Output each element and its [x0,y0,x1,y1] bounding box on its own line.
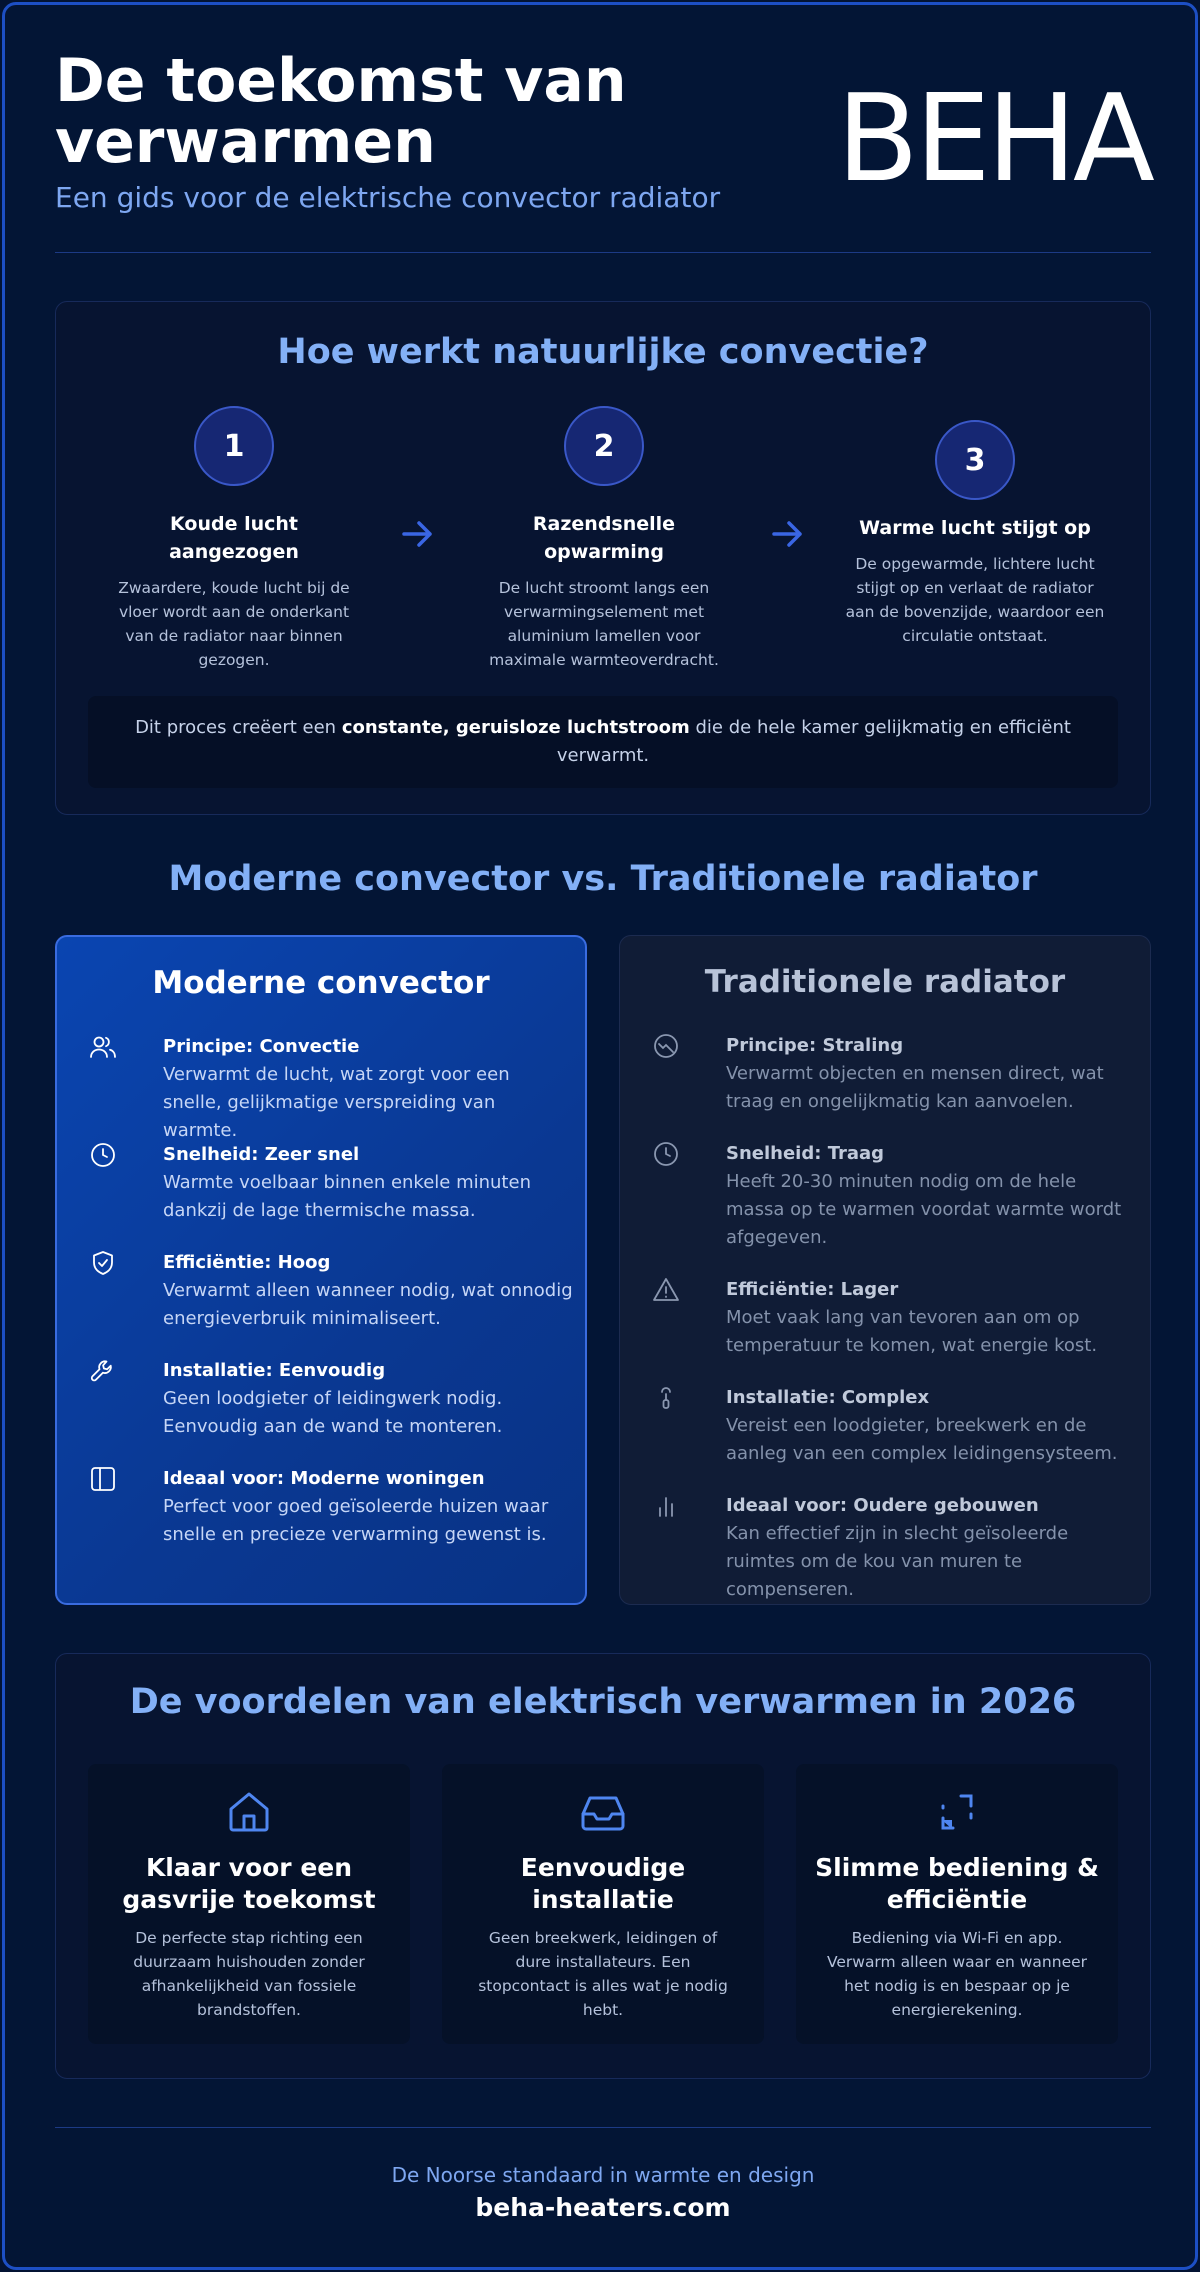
item-text: Perfect voor goed geïsoleerde huizen waar snelle en precieze verwarming gewenst is. [163,1496,549,1545]
convection-card [55,301,1151,815]
item-text: Warmte voelbaar binnen enkele minuten dankzij de lage thermische massa. [163,1172,531,1221]
item-label: Principe: Convectie [163,1036,360,1057]
home-icon [225,1788,273,1836]
item-label: Efficiëntie: Hoog [163,1252,331,1273]
item-label: Efficiëntie: Lager [726,1279,899,1300]
benefit-text: Geen breekwerk, leidingen of dure installateurs. Een stopcontact is alles wat je nodig hebt. [478,1929,728,2019]
gauge-icon [652,1032,680,1060]
note-text: die de hele kamer gelijkmatig en efficiënt verwarmt. [556,717,1071,766]
item-text: Vereist een loodgieter, breekwerk en de aanleg van een complex leidingensysteem. [726,1415,1118,1464]
arrow-right-icon [768,514,808,554]
page-frame [2,2,1198,2270]
note-highlight: constante, geruisloze luchtstroom [341,717,690,738]
arrow-right-icon [398,514,438,554]
step-number-badge: 2 [564,406,644,486]
step-number-badge: 3 [935,420,1015,500]
modern-convector-card [55,935,587,1605]
panel-icon [89,1465,117,1493]
smart-control-icon [933,1788,981,1836]
brand-logo[interactable]: BEHA [836,70,1151,209]
benefit-gas-free [88,1764,410,2044]
page-title: De toekomst van verwarmen [55,46,627,177]
item-text: Verwarmt objecten en mensen direct, wat traag en ongelijkmatig kan aanvoelen. [726,1063,1104,1112]
step-title: Warme lucht stijgt op [859,517,1091,539]
pipe-icon [652,1384,680,1412]
step-title: Koude lucht aangezogen [169,513,299,563]
step-text: Zwaardere, koude lucht bij de vloer wordt aan de onderkant van de radiator naar binnen gezogen. [118,579,350,669]
traditional-radiator-card [619,935,1151,1605]
item-label: Snelheid: Traag [726,1143,885,1164]
benefits-card [55,1653,1151,2079]
item-text: Moet vaak lang van tevoren aan om op temperatuur te komen, wat energie kost. [726,1307,1098,1356]
step-3 [844,420,1106,648]
content [55,5,1151,2222]
step-1 [106,406,362,672]
wrench-icon [89,1357,117,1385]
benefit-title: Slimme bediening & efficiëntie [815,1853,1099,1914]
clock-icon [652,1140,680,1168]
warning-icon [652,1276,680,1304]
footer-divider [55,2127,1151,2128]
item-label: Installatie: Eenvoudig [163,1360,386,1381]
footer-website-link[interactable]: beha-heaters.com [475,2193,731,2222]
step-2 [474,406,734,672]
benefit-title: Klaar voor een gasvrije toekomst [122,1853,376,1914]
benefit-title: Eenvoudige installatie [520,1853,686,1914]
benefit-text: De perfecte stap richting een duurzaam huishouden zonder afhankelijkheid van fossiele brandstoffen. [133,1929,365,2019]
inbox-icon [579,1788,627,1836]
footer-tagline: De Noorse standaard in warmte en design [391,2163,815,2187]
clock-icon [89,1141,117,1169]
modern-card-title: Moderne convector [152,965,490,1001]
step-text: De lucht stroomt langs een verwarmingselement met aluminium lamellen voor maximale warmteoverdracht. [489,579,719,669]
convection-note [88,696,1118,788]
convection-title: Hoe werkt natuurlijke convectie? [277,332,929,372]
shield-check-icon [89,1249,117,1277]
item-text: Verwarmt alleen wanneer nodig, wat onnodig energieverbruik minimaliseert. [163,1280,573,1329]
comparison-title: Moderne convector vs. Traditionele radiator [168,859,1038,899]
item-text: Heeft 20-30 minuten nodig om de hele massa op te warmen voordat warmte wordt afgegeven. [726,1171,1122,1248]
note-text: Dit proces creëert een [135,717,342,738]
bar-chart-icon [652,1492,680,1520]
item-label: Principe: Straling [726,1035,904,1056]
step-text: De opgewarmde, lichtere lucht stijgt op en verlaat de radiator aan de bovenzijde, waardoor een circulatie ontstaat. [845,555,1105,645]
traditional-card-title: Traditionele radiator [704,964,1066,1000]
step-number-badge: 1 [194,406,274,486]
users-icon [89,1033,117,1061]
item-label: Snelheid: Zeer snel [163,1144,360,1165]
item-text: Geen loodgieter of leidingwerk nodig. Eenvoudig aan de wand te monteren. [163,1388,503,1437]
item-label: Ideaal voor: Moderne woningen [163,1468,485,1489]
benefit-smart-control [796,1764,1118,2044]
item-text: Verwarmt de lucht, wat zorgt voor een snelle, gelijkmatige verspreiding van warmte. [163,1064,510,1141]
item-text: Kan effectief zijn in slecht geïsoleerde ruimtes om de kou van muren te compenseren. [726,1523,1069,1600]
benefits-title: De voordelen van elektrisch verwarmen in 2026 [129,1682,1077,1722]
benefit-installation [442,1764,764,2044]
step-title: Razendsnelle opwarming [532,513,676,563]
page-subtitle: Een gids voor de elektrische convector radiator [55,181,721,214]
item-label: Installatie: Complex [726,1387,930,1408]
header [55,5,1151,253]
benefit-text: Bediening via Wi-Fi en app. Verwarm alleen waar en wanneer het nodig is en bespaar op je energierekening. [826,1929,1088,2019]
item-label: Ideaal voor: Oudere gebouwen [726,1495,1039,1516]
